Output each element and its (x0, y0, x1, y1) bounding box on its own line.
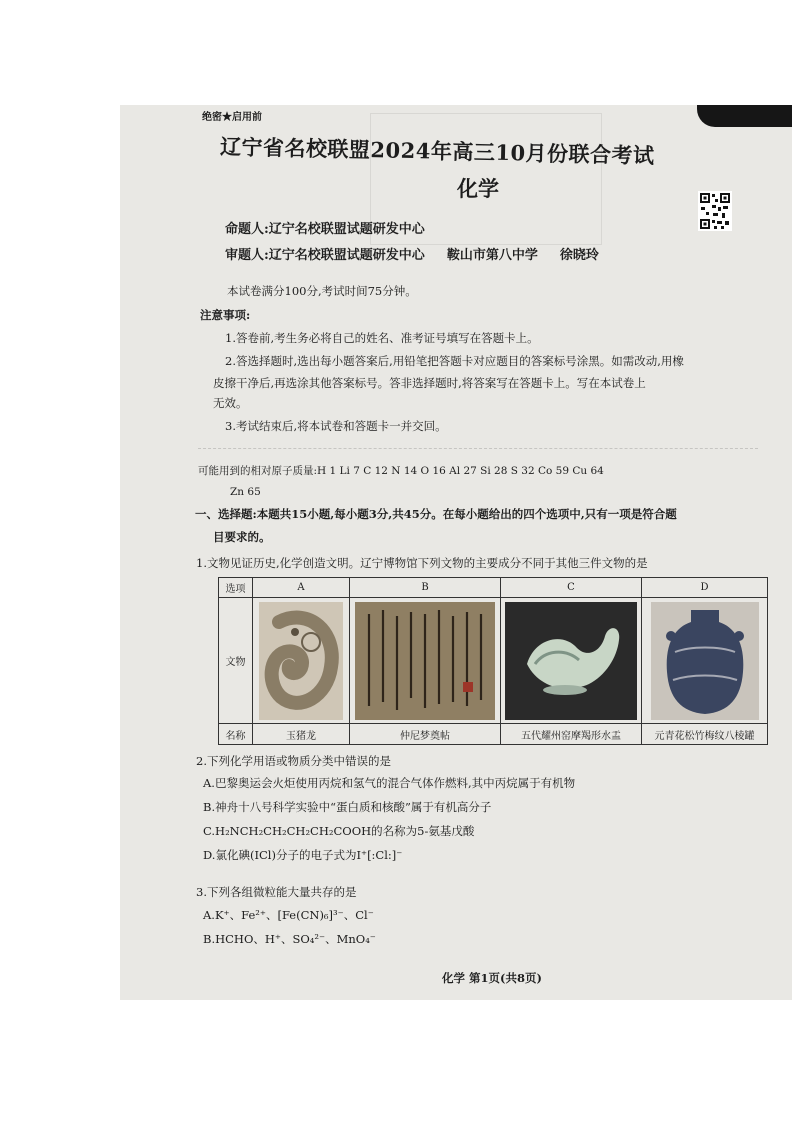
octagonal-jar-image (651, 602, 759, 720)
section-heading: 一、选择题:本题共15小题,每小题3分,共45分。在每小题给出的四个选项中,只有一项是符合题 (195, 507, 677, 521)
relic-a-name: 玉猪龙 (253, 724, 350, 745)
exam-title: 辽宁省名校联盟2024年高三10月份联合考试 (219, 134, 655, 169)
question-2-stem: 2.下列化学用语或物质分类中错误的是 (196, 754, 391, 768)
relic-table (218, 577, 768, 745)
reviewer-school: 鞍山市第八中学 (446, 248, 538, 263)
relic-c-cell (501, 598, 642, 724)
section-heading-cont: 目要求的。 (213, 530, 271, 544)
page-footer: 化学 第1页(共8页) (442, 971, 542, 985)
relic-b-name: 仲尼梦奠帖 (350, 724, 501, 745)
secret-mark: 绝密★启用前 (202, 112, 262, 123)
divider (198, 448, 758, 449)
exam-sheet-photo (120, 105, 792, 1000)
row-label-name: 名称 (219, 724, 253, 745)
header-c: C (501, 578, 642, 598)
atomic-masses: 可能用到的相对原子质量:H 1 Li 7 C 12 N 14 O 16 Al 27 Si 28 S 32 Co 59 Cu 64 (198, 465, 604, 477)
question-3-option-b: B.HCHO、H⁺、SO₄²⁻、MnO₄⁻ (203, 932, 376, 946)
question-1-stem: 1.文物见证历史,化学创造文明。辽宁博物馆下列文物的主要成分不同于其他三件文物的是 (196, 556, 648, 570)
exam-intro: 本试卷满分100分,考试时间75分钟。 (227, 284, 417, 298)
notes-title: 注意事项: (200, 308, 251, 322)
reviewer-org: 审题人:辽宁名校联盟试题研发中心 (225, 248, 425, 263)
qr-code-icon (698, 191, 732, 231)
note-1: 1.答卷前,考生务必将自己的姓名、准考证号填写在答题卡上。 (225, 331, 539, 345)
relic-c-name: 五代耀州窑摩羯形水盂 (501, 724, 642, 745)
question-2-option-a: A.巴黎奥运会火炬使用丙烷和氢气的混合气体作燃料,其中丙烷属于有机物 (203, 776, 576, 790)
header-d: D (642, 578, 768, 598)
corner-shadow (697, 105, 792, 127)
reviewer-person: 徐晓玲 (559, 248, 599, 263)
header-option: 选项 (219, 578, 253, 598)
row-label-item: 文物 (219, 598, 253, 724)
question-2-option-c: C.H₂NCH₂CH₂CH₂CH₂COOH的名称为5-氨基戊酸 (203, 824, 475, 838)
note-2: 2.答选择题时,选出每小题答案后,用铅笔把答题卡对应题目的答案标号涂黑。如需改动,用橡 (225, 354, 684, 368)
note-3: 3.考试结束后,将本试卷和答题卡一并交回。 (225, 419, 447, 433)
note-2-cont: 皮擦干净后,再选涂其他答案标号。答非选择题时,将答案写在答题卡上。写在本试卷上 (213, 376, 646, 390)
question-2-option-b: B.神舟十八号科学实验中“蛋白质和核酸”属于有机高分子 (203, 800, 492, 814)
reviewer-line (225, 244, 621, 263)
subject-title: 化学 (457, 176, 499, 201)
question-2-option-d: D.氯化碘(ICl)分子的电子式为I⁺[:Cl:]⁻ (203, 848, 403, 862)
atomic-masses-cont: Zn 65 (230, 486, 261, 498)
makara-water-pot-image (505, 602, 637, 720)
jade-pig-dragon-image (259, 602, 343, 720)
note-2-end: 无效。 (213, 396, 248, 410)
header-b: B (350, 578, 501, 598)
header-a: A (253, 578, 350, 598)
author-line: 命题人:辽宁名校联盟试题研发中心 (225, 222, 425, 237)
relic-a-cell (253, 598, 350, 724)
question-3-stem: 3.下列各组微粒能大量共存的是 (196, 885, 357, 899)
relic-d-cell (642, 598, 768, 724)
relic-b-cell (350, 598, 501, 724)
calligraphy-scroll-image (355, 602, 495, 720)
relic-d-name: 元青花松竹梅纹八棱罐 (642, 724, 768, 745)
question-3-option-a: A.K⁺、Fe²⁺、[Fe(CN)₆]³⁻、Cl⁻ (203, 908, 374, 922)
